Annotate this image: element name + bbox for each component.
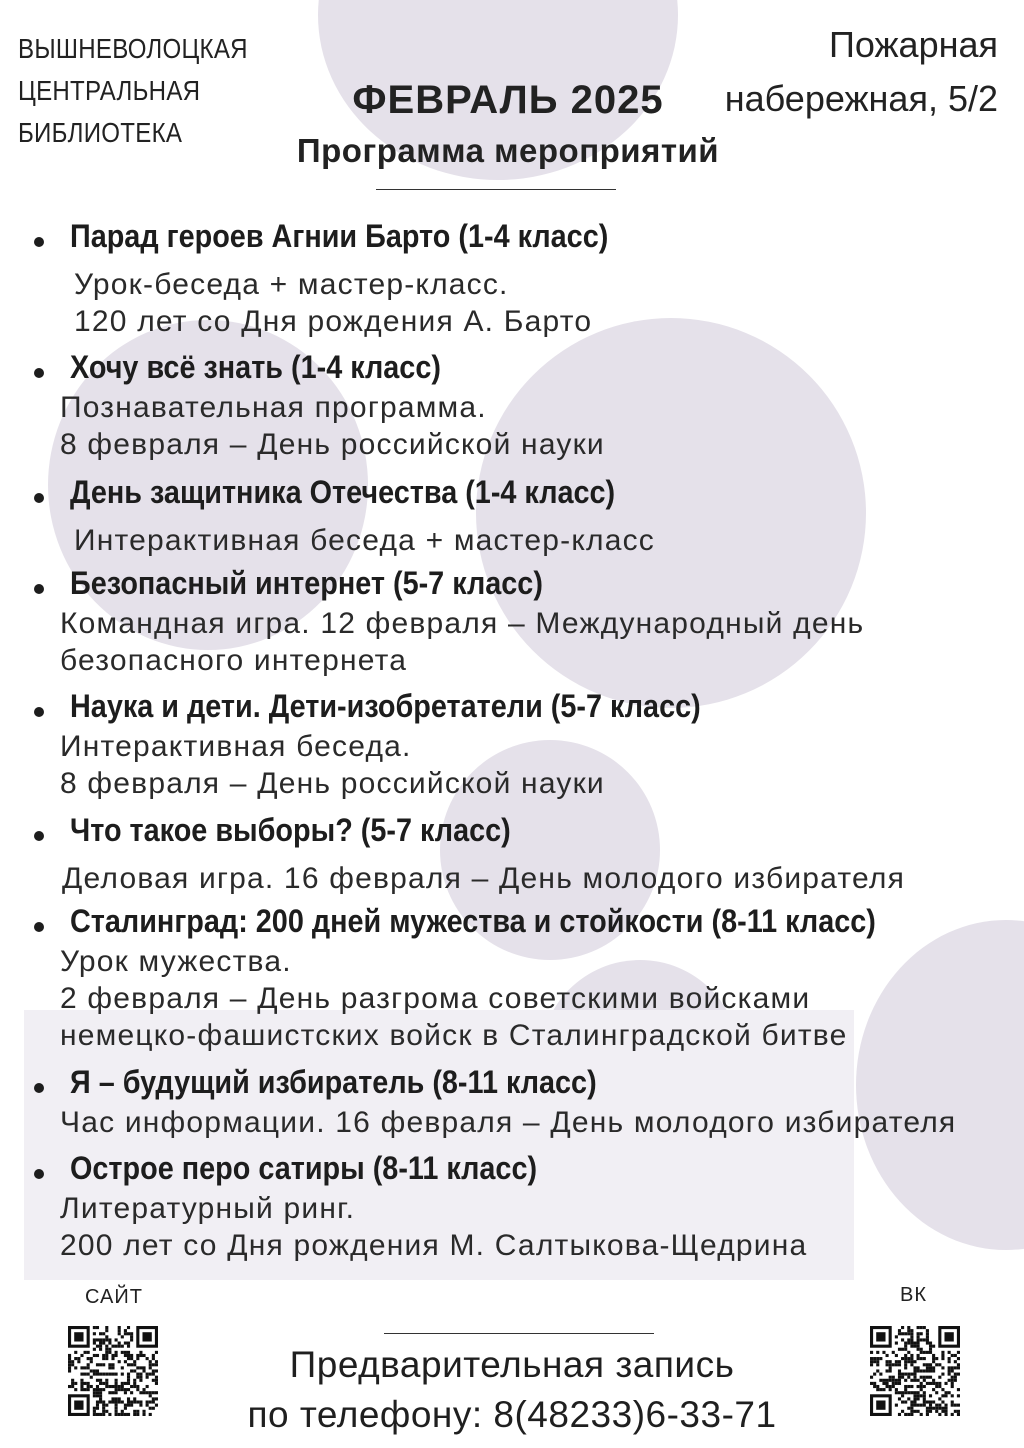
- page-title: ФЕВРАЛЬ 2025: [352, 78, 664, 122]
- decor-circle-right: [856, 920, 1024, 1250]
- event-description: Интерактивная беседа.: [60, 730, 412, 763]
- event-title: Наука и дети. Дети-изобретатели (5-7 класс): [70, 688, 701, 724]
- vk-label: ВК: [900, 1284, 927, 1306]
- event-description: Час информации. 16 февраля – День молодого избирателя: [60, 1106, 957, 1139]
- event-description: 8 февраля – День российской науки: [60, 767, 605, 800]
- event-title: Хочу всё знать (1-4 класс): [70, 349, 441, 385]
- event-description: Командная игра. 12 февраля – Международный день: [60, 607, 865, 640]
- address-line: Пожарная: [828, 24, 998, 65]
- event-title: Сталинград: 200 дней мужества и стойкости (8-11 класс): [70, 903, 876, 939]
- decor-circle-center: [476, 318, 866, 708]
- event-description: Интерактивная беседа + мастер-класс: [74, 524, 655, 557]
- event-title: Что такое выборы? (5-7 класс): [70, 812, 511, 848]
- library-name-line: ВЫШНЕВОЛОЦКАЯ: [18, 33, 248, 64]
- event-title: Я – будущий избиратель (8-11 класс): [70, 1064, 597, 1100]
- event-description: Литературный ринг.: [60, 1192, 356, 1225]
- bullet-icon: [34, 1169, 44, 1179]
- event-description: Урок-беседа + мастер-класс.: [74, 268, 509, 301]
- event-title: Безопасный интернет (5-7 класс): [70, 565, 543, 601]
- event-description: 8 февраля – День российской науки: [60, 428, 605, 461]
- event-description: Урок мужества.: [60, 945, 292, 978]
- library-name-line: ЦЕНТРАЛЬНАЯ: [18, 75, 201, 106]
- site-label: САЙТ: [85, 1286, 143, 1308]
- event-description: безопасного интернета: [60, 644, 408, 677]
- library-name-line: БИБЛИОТЕКА: [18, 117, 183, 148]
- bullet-icon: [34, 831, 44, 841]
- event-description: Познавательная программа.: [60, 391, 487, 424]
- event-description: Деловая игра. 16 февраля – День молодого избирателя: [62, 862, 906, 895]
- bullet-icon: [34, 493, 44, 503]
- event-description: 2 февраля – День разгрома советскими войсками: [60, 982, 811, 1015]
- footer-divider: [384, 1333, 654, 1334]
- bullet-icon: [34, 707, 44, 717]
- event-description: немецко-фашистских войск в Сталинградской битве: [60, 1019, 848, 1052]
- event-title: Острое перо сатиры (8-11 класс): [70, 1150, 538, 1186]
- page-subtitle: Программа мероприятий: [296, 132, 720, 169]
- registration-line-1: Предварительная запись: [289, 1344, 735, 1385]
- event-description: 200 лет со Дня рождения М. Салтыкова-Щедрина: [60, 1229, 808, 1262]
- bullet-icon: [34, 1083, 44, 1093]
- event-title: Парад героев Агнии Барто (1-4 класс): [70, 218, 609, 254]
- bullet-icon: [34, 922, 44, 932]
- bullet-icon: [34, 237, 44, 247]
- header-divider: [376, 189, 616, 190]
- event-description: 120 лет со Дня рождения А. Барто: [74, 305, 593, 338]
- registration-phone: по телефону: 8(48233)6-33-71: [247, 1394, 777, 1435]
- bullet-icon: [34, 584, 44, 594]
- event-title: День защитника Отечества (1-4 класс): [70, 474, 616, 510]
- bullet-icon: [34, 368, 44, 378]
- address-line: набережная, 5/2: [724, 78, 998, 119]
